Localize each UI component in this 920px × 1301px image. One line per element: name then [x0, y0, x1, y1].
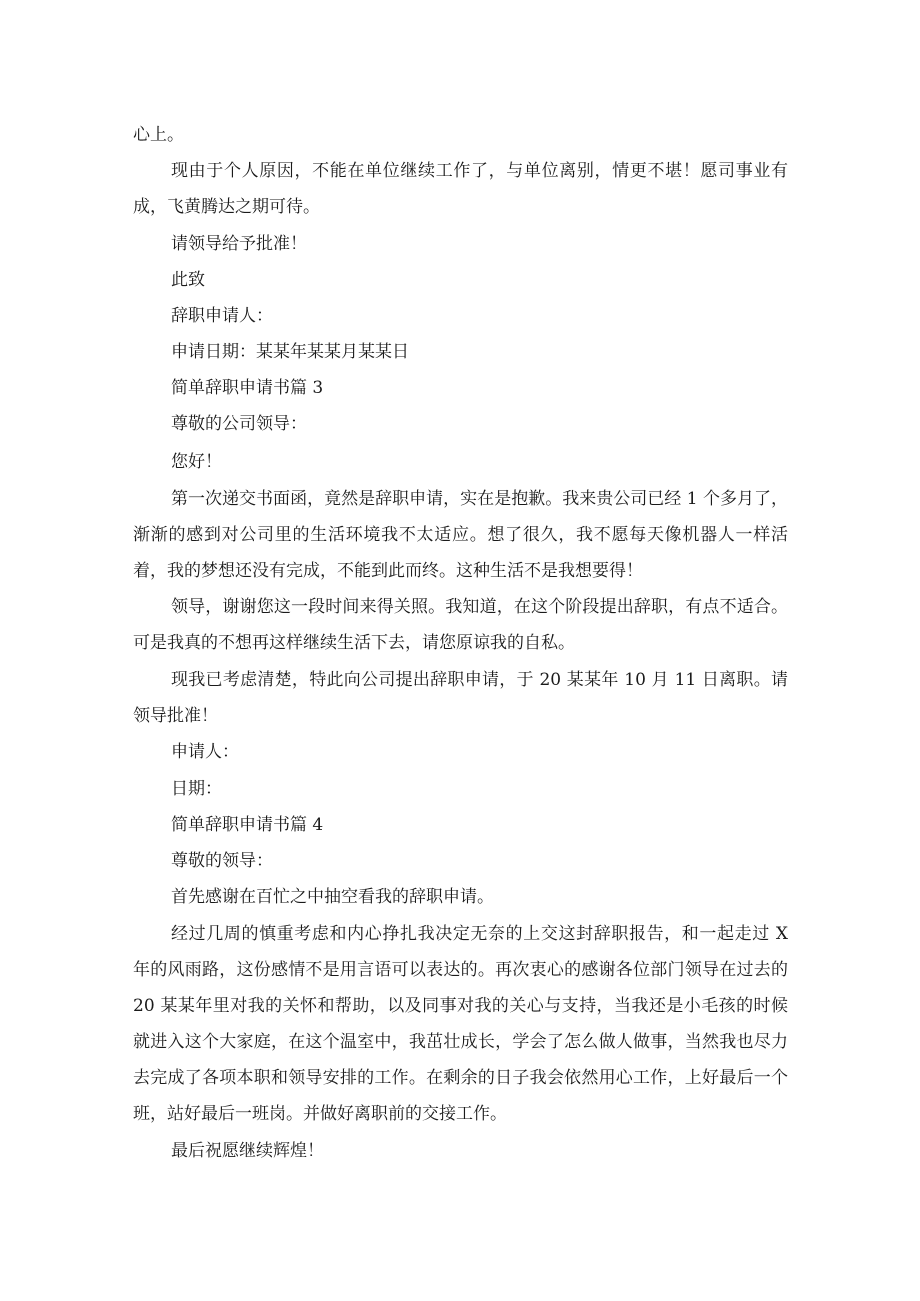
paragraph-applicant-2: 申请人： [171, 742, 239, 762]
paragraph-applicant: 辞职申请人： [171, 306, 273, 326]
paragraph-greeting-company-leader: 尊敬的公司领导： [171, 414, 307, 434]
paragraph-heart-closing: 心上。 [133, 125, 184, 145]
paragraph-resignation-report: 经过几周的慎重考虑和内心挣扎我决定无奈的上交这封辞职报告，和一起走过 X 年的风雨路，这份感情不是用言语可以表达的。再次衷心的感谢各位部门领导在过去的 20 某某年里对我的关怀和帮助，以及同事对我的关心与支持，当我还是小毛孩的时候就进入这个大家庭，在这个温室中，我茁壮成长，学会了怎么做人做事，当然我也尽力去完成了各项本职和领导安排的工作。在剩余的日子我会依然用心工作，上好最后一个班，站好最后一班岗。并做好离职前的交接工作。 [133, 924, 788, 1124]
paragraph-date-2: 日期： [171, 779, 222, 799]
paragraph-final-wishes: 最后祝愿继续辉煌！ [171, 1141, 324, 1161]
paragraph-thanks-care: 领导，谢谢您这一段时间来得关照。我知道，在这个阶段提出辞职，有点不适合。可是我真的不想再这样继续生活下去，请您原谅我的自私。 [133, 597, 788, 653]
section-heading-4: 简单辞职申请书篇 4 [171, 815, 324, 835]
paragraph-hello: 您好！ [171, 452, 222, 472]
paragraph-first-letter: 第一次递交书面函，竟然是辞职申请，实在是抱歉。我来贵公司已经 1 个多月了，渐渐的感到对公司里的生活环境我不太适应。想了很久，我不愿每天像机器人一样活着，我的梦想还没有完成，不能到此而终。这种生活不是我想要得！ [133, 489, 788, 581]
paragraph-salutation-closing: 此致 [171, 270, 205, 290]
paragraph-resign-date: 现我已考虑清楚，特此向公司提出辞职申请，于 20 某某年 10 月 11 日离职。请领导批准！ [133, 670, 788, 726]
paragraph-thanks-reading: 首先感谢在百忙之中抽空看我的辞职申请。 [171, 887, 494, 907]
paragraph-application-date: 申请日期：某某年某某月某某日 [171, 342, 409, 362]
paragraph-request-approval: 请领导给予批准！ [171, 234, 307, 254]
paragraph-personal-reason: 现由于个人原因，不能在单位继续工作了，与单位离别，情更不堪！愿司事业有成，飞黄腾达之期可待。 [133, 161, 788, 217]
paragraph-greeting-leader: 尊敬的领导： [171, 851, 273, 871]
section-heading-3: 简单辞职申请书篇 3 [171, 378, 324, 398]
